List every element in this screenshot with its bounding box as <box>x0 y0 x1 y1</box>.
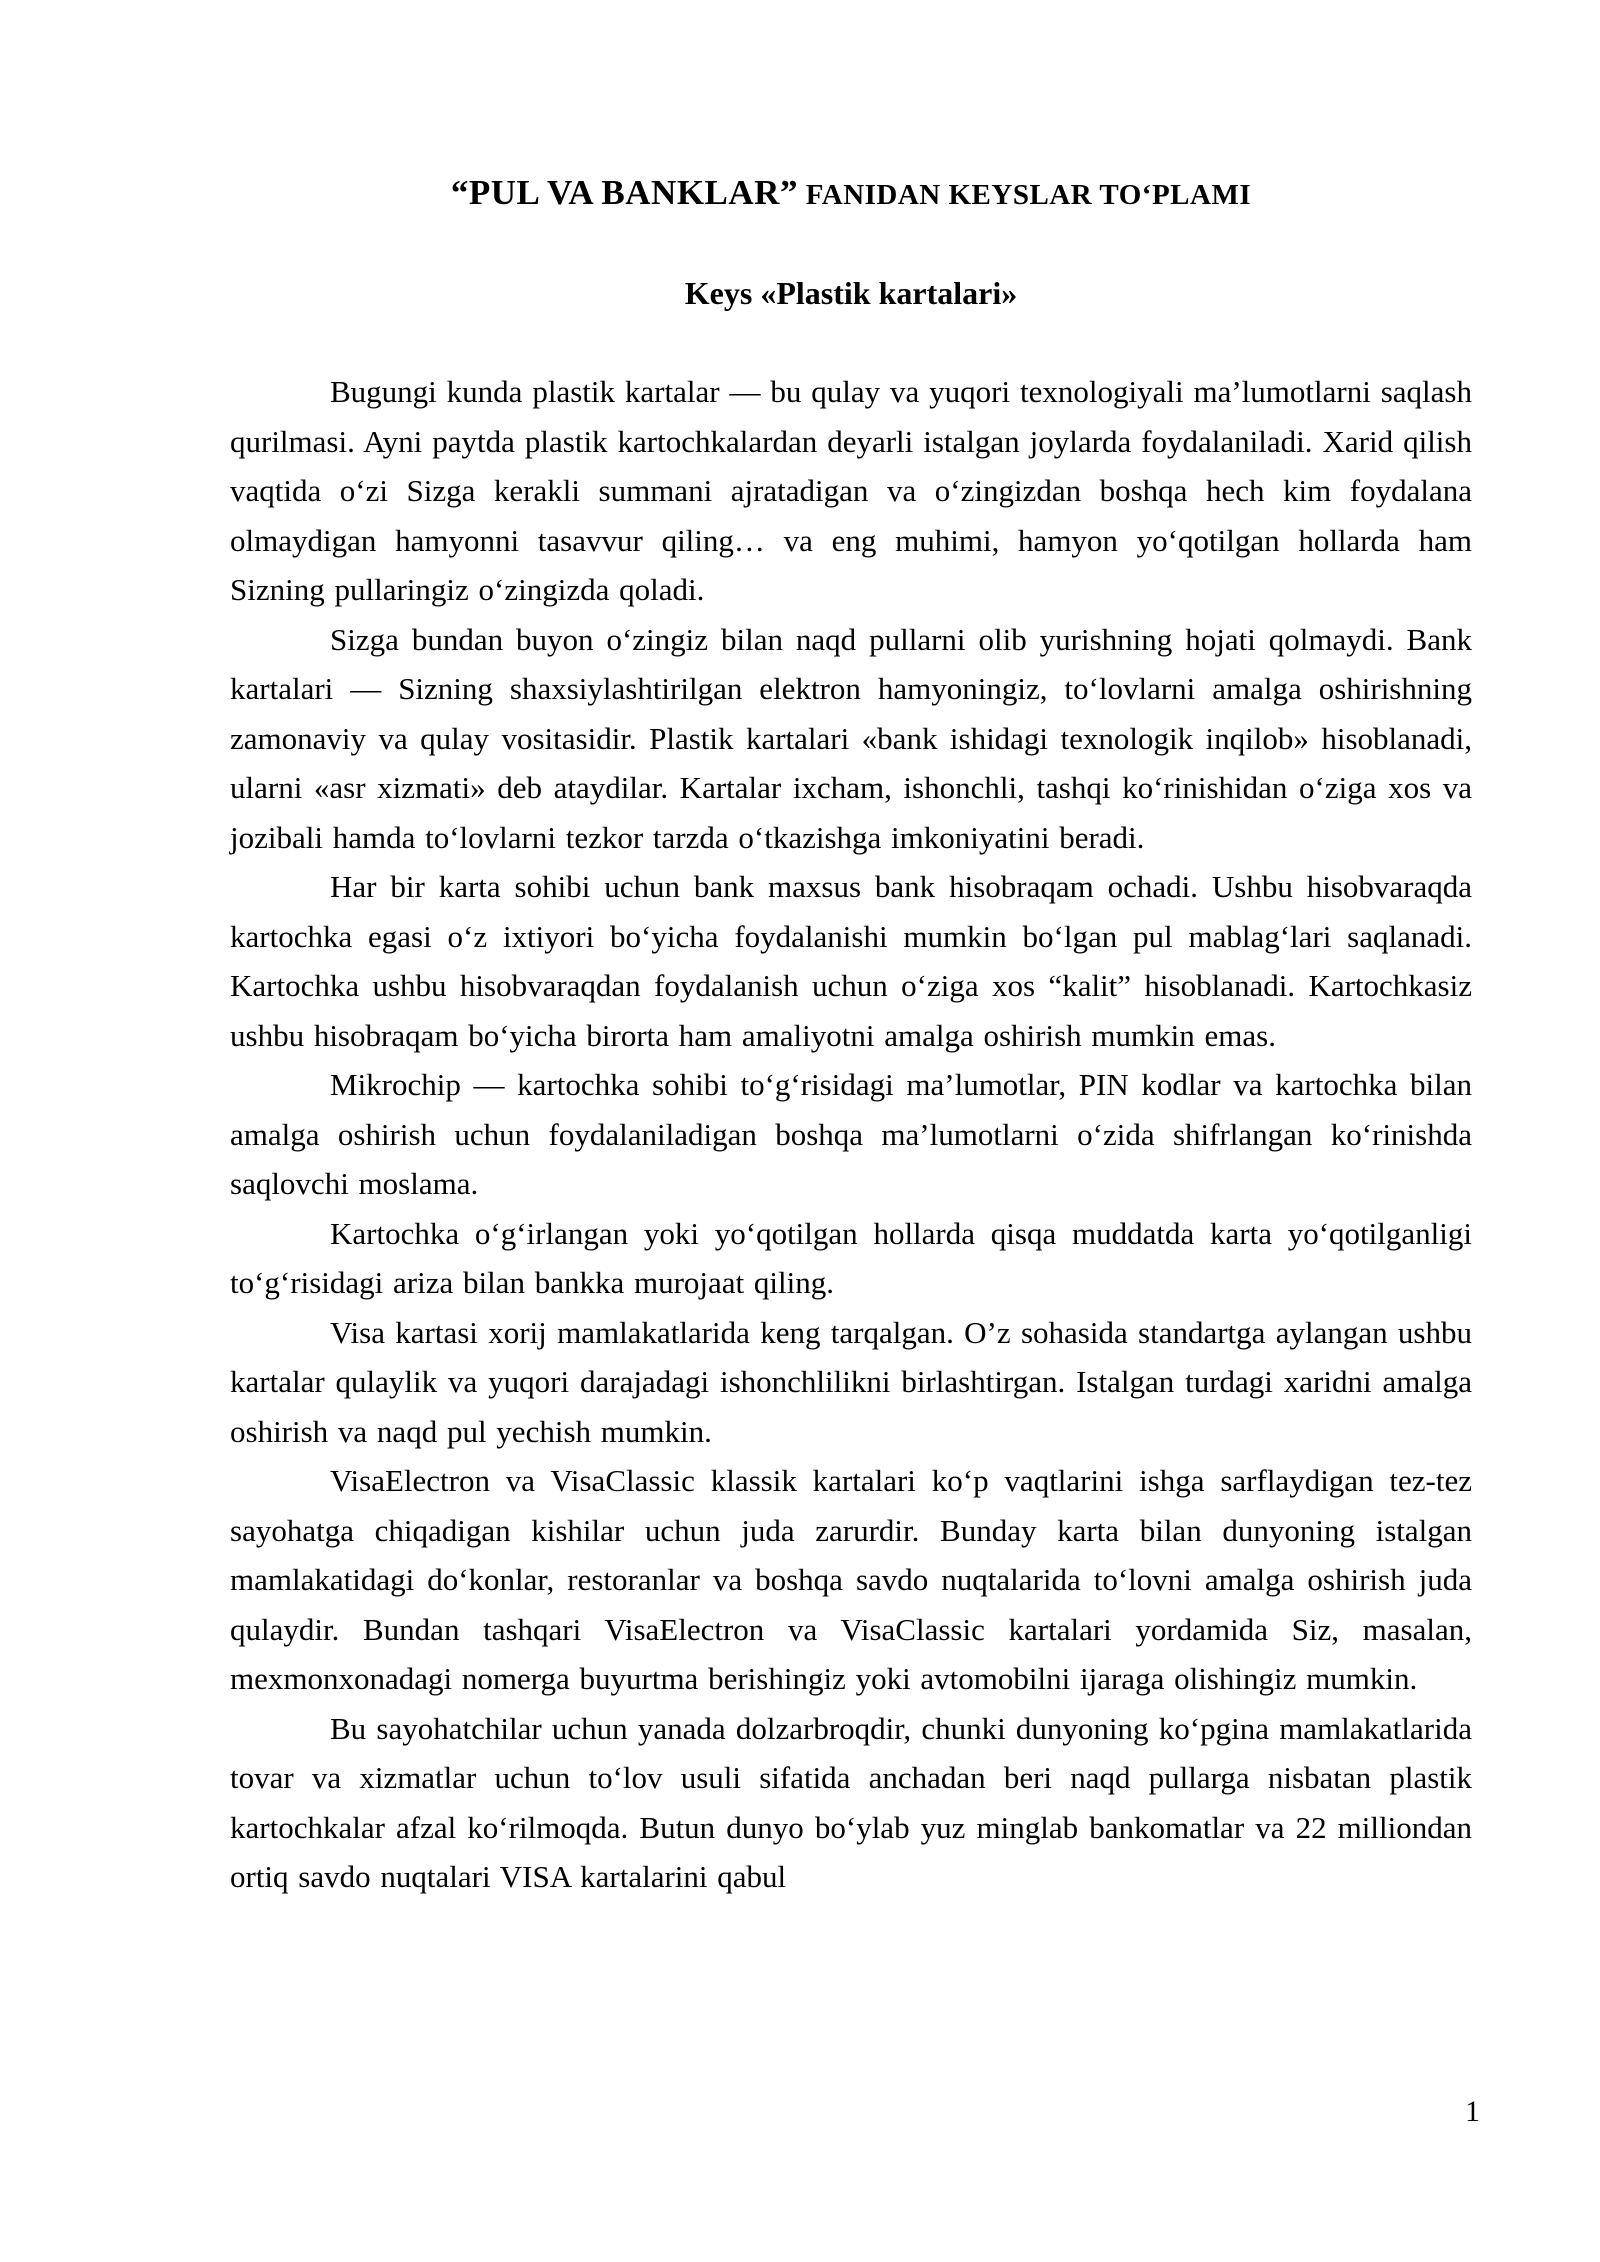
case-subtitle: Keys «Plastik kartalari» <box>684 275 1018 311</box>
document-title <box>230 168 1472 220</box>
document-title-main: “PUL VA BANKLAR” <box>450 173 798 212</box>
paragraph: Sizga bundan buyon o‘zingiz bilan naqd pullarni olib yurishning hojati qolmaydi. Bank kartalari — Sizning shaxsiylashtirilgan elektron hamyoningiz, to‘lovlarni amalga oshirishning zamonaviy va qulay vositasidir. Plastik kartalari «bank ishidagi texnologik inqilob» hisoblanadi, ularni «asr xizmati» deb ataydilar. Kartalar ixcham, ishonchli, tashqi ko‘rinishidan o‘ziga xos va jozibali hamda to‘lovlarni tezkor tarzda o‘tkazishga imkoniyatini beradi. <box>230 621 1472 855</box>
paragraph: Bu sayohatchilar uchun yanada dolzarbroqdir, chunki dunyoning ko‘pgina mamlakatlarida tovar va xizmatlar uchun to‘lov usuli sifatida anchadan beri naqd pullarga nisbatan plastik kartochkalar afzal ko‘rilmoqda. Butun dunyo bo‘ylab yuz minglab bankomatlar va 22 milliondan ortiq savdo nuqtalari VISA kartalarini qabul <box>230 1710 1472 1894</box>
page-number: 1 <box>1465 2095 1480 2128</box>
paragraph: Kartochka o‘g‘irlangan yoki yo‘qotilgan hollarda qisqa muddatda karta yo‘qotilganligi to‘g‘risidagi ariza bilan bankka murojaat qiling. <box>230 1215 1472 1300</box>
document-body <box>230 367 1472 1902</box>
paragraph: Visa kartasi xorij mamlakatlarida keng tarqalgan. O’z sohasida standartga aylangan ushbu kartalar qulaylik va yuqori darajadagi ishonchlilikni birlashtirgan. Istalgan turdagi xaridni amalga oshirish va naqd pul yechish mumkin. <box>230 1314 1472 1449</box>
document-title-rest: FANIDAN KEYSLAR TO‘PLAMI <box>797 179 1252 211</box>
paragraph: Har bir karta sohibi uchun bank maxsus bank hisobraqam ochadi. Ushbu hisobvaraqda kartochka egasi o‘z ixtiyori bo‘yicha foydalanishi mumkin bo‘lgan pul mablag‘lari saqlanadi. Kartochka ushbu hisobvaraqdan foydalanish uchun o‘ziga xos “kalit” hisoblanadi. Kartochkasiz ushbu hisobraqam bo‘yicha birorta ham amaliyotni amalga oshirish mumkin emas. <box>230 869 1472 1053</box>
paragraph: Bugungi kunda plastik kartalar — bu qulay va yuqori texnologiyali ma’lumotlarni saqlash qurilmasi. Ayni paytda plastik kartochkalardan deyarli istalgan joylarda foydalaniladi. Xarid qilish vaqtida o‘zi Sizga kerakli summani ajratadigan va o‘zingizdan boshqa hech kim foydalana olmaydigan hamyonni tasavvur qiling… va eng muhimi, hamyon yo‘qotilgan hollarda ham Sizning pullaringiz o‘zingizda qoladi. <box>230 374 1472 607</box>
paragraph: Mikrochip — kartochka sohibi to‘g‘risidagi ma’lumotlar, PIN kodlar va kartochka bilan amalga oshirish uchun foydalaniladigan boshqa ma’lumotlarni o‘zida shifrlangan ko‘rinishda saqlovchi moslama. <box>230 1067 1472 1201</box>
paragraph: VisaElectron va VisaClassic klassik kartalari ko‘p vaqtlarini ishga sarflaydigan tez-tez sayohatga chiqadigan kishilar uchun juda zarurdir. Bunday karta bilan dunyoning istalgan mamlakatidagi do‘konlar, restoranlar va boshqa savdo nuqtalarida to‘lovni amalga oshirish juda qulaydir. Bundan tashqari VisaElectron va VisaClassic kartalari yordamida Siz, masalan, mexmonxonadagi nomerga buyurtma berishingiz yoki avtomobilni ijaraga olishingiz mumkin. <box>230 1463 1472 1696</box>
